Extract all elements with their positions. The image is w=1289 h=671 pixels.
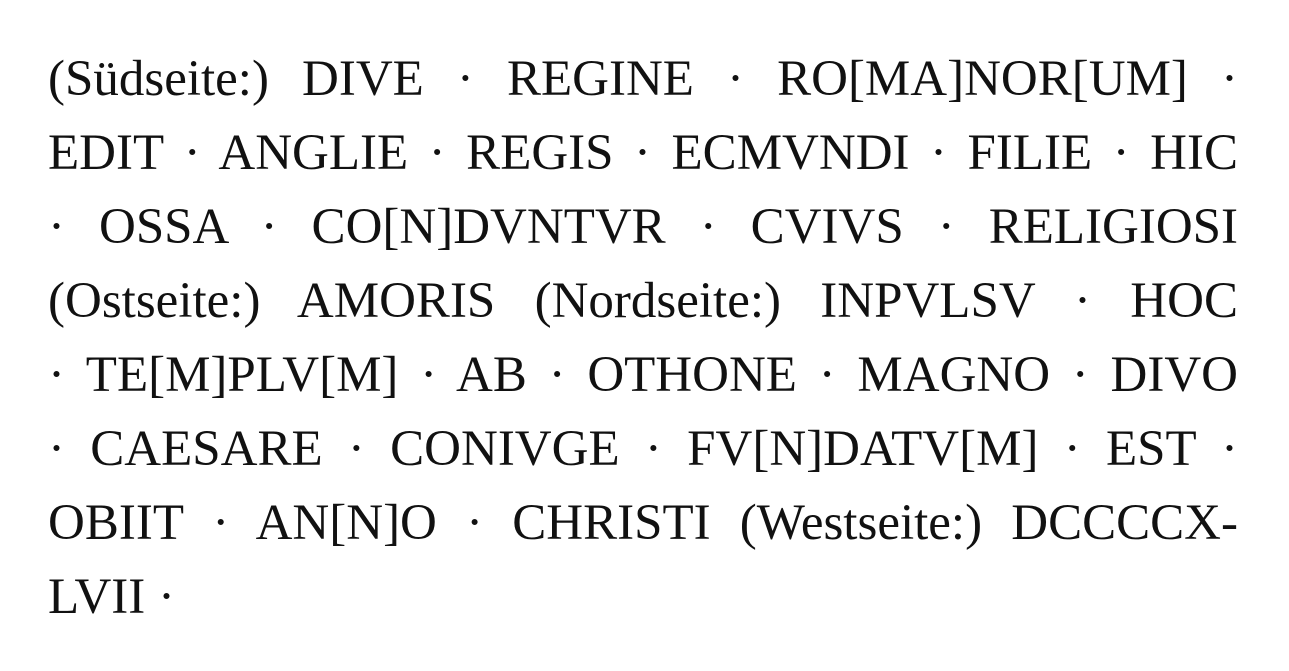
inscription-line-3: · OSSA · CO[N]DVNTVR · CVIVS · RELIGIOSI: [48, 199, 1238, 255]
inscription-text: [48, 42, 1238, 634]
inscription-line-5: · TE[M]PLV[M] · AB · OTHONE · MAGNO · DIVO: [48, 347, 1238, 403]
inscription-line-2: EDIT · ANGLIE · REGIS · ECMVNDI · FILIE · HIC: [48, 125, 1238, 181]
inscription-line-6: · CAESARE · CONIVGE · FV[N]DATV[M] · EST ·: [48, 421, 1238, 477]
inscription-line-7: OBIIT · AN[N]O · CHRISTI (Westseite:) DCCCCX-: [48, 495, 1238, 551]
inscription-line-4: (Ostseite:) AMORIS (Nordseite:) INPVLSV · HOC: [48, 273, 1238, 329]
inscription-line-8: LVII ·: [48, 569, 176, 625]
inscription-line-1: (Südseite:) DIVE · REGINE · RO[MA]NOR[UM] ·: [48, 51, 1238, 107]
